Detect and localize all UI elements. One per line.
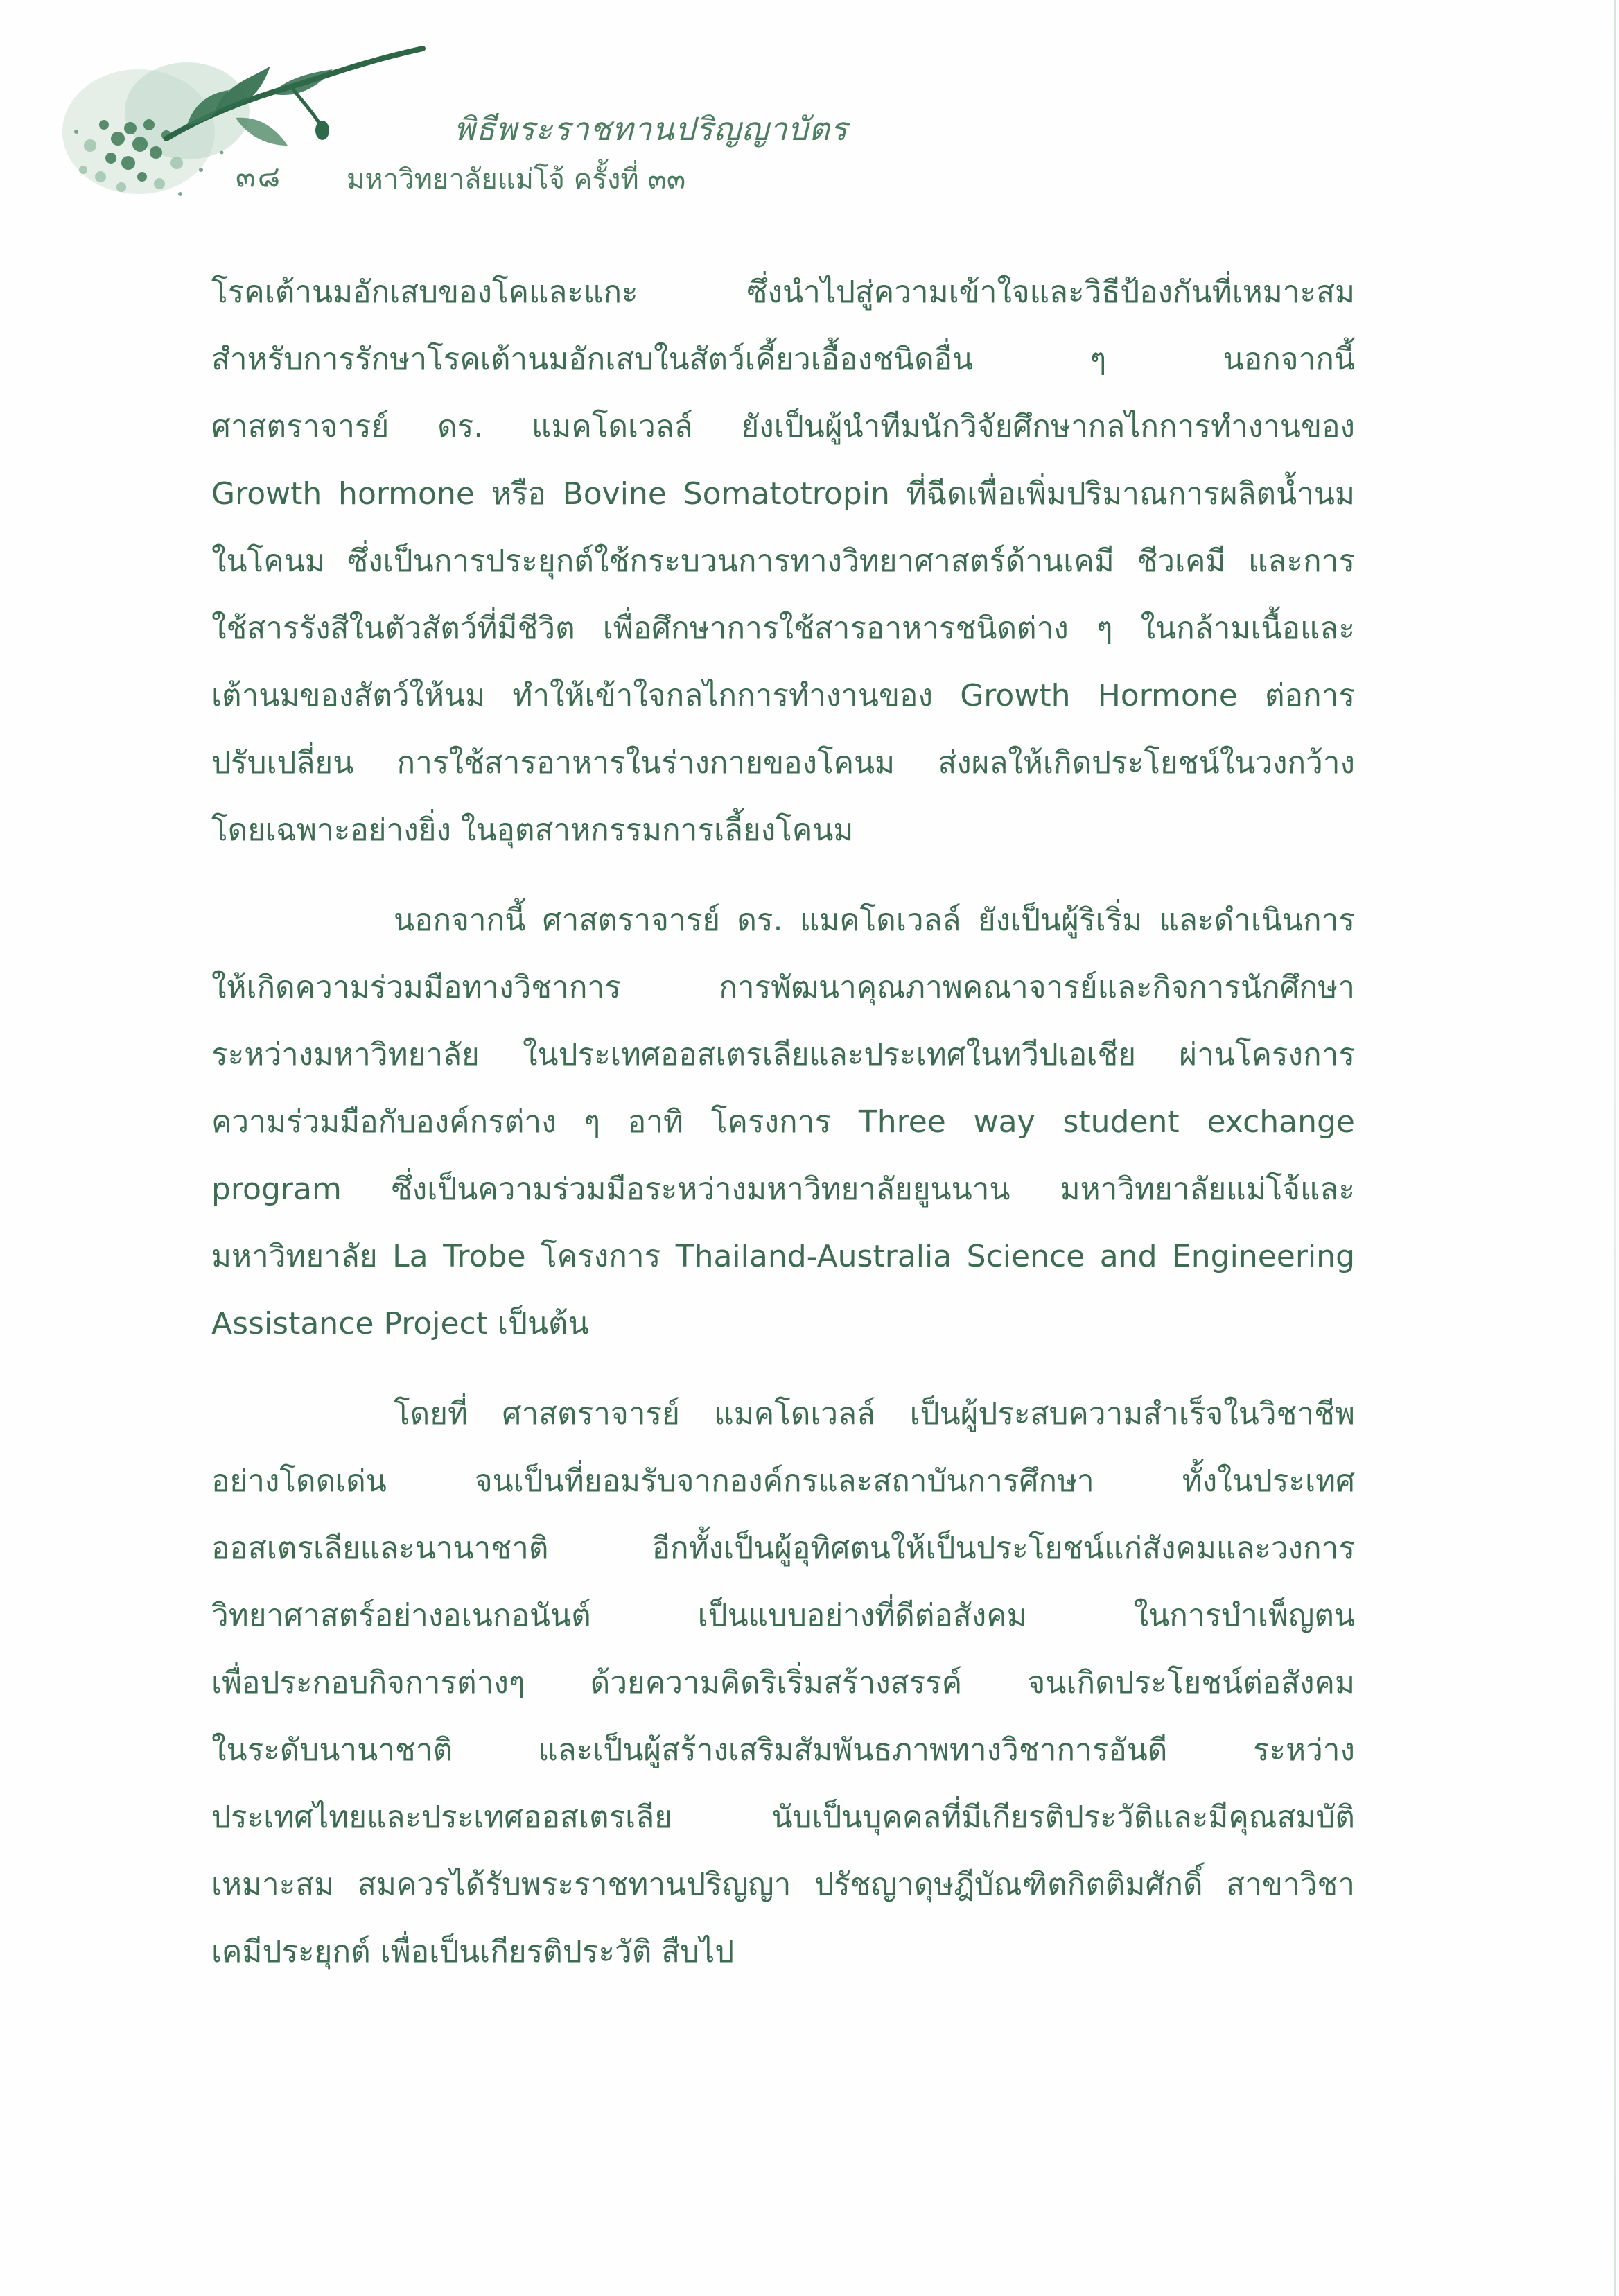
paragraph-line: นอกจากนี้ ศาสตราจารย์ ดร. แมคโดเวลล์ ยังเป็นผู้ริเริ่ม และดำเนินการ: [394, 903, 1355, 938]
paragraph-line: โดยเฉพาะอย่างยิ่ง ในอุตสาหกรรมการเลี้ยงโคนม: [211, 812, 854, 848]
paragraph-line: โดยที่ ศาสตราจารย์ แมคโดเวลล์ เป็นผู้ประสบความสำเร็จในวิชาชีพ: [394, 1396, 1355, 1432]
paragraph-line: ระหว่างมหาวิทยาลัย ในประเทศออสเตรเลียและประเทศในทวีปเอเชีย ผ่านโครงการ: [211, 1037, 1355, 1072]
paragraph-line: เพื่อประกอบกิจการต่างๆ ด้วยความคิดริเริ่มสร้างสรรค์ จนเกิดประโยชน์ต่อสังคม: [211, 1665, 1355, 1701]
header-flower-illustration: [62, 35, 450, 236]
paragraph-line: ปรับเปลี่ยน การใช้สารอาหารในร่างกายของโคนม ส่งผลให้เกิดประโยชน์ในวงกว้าง: [211, 745, 1355, 781]
scan-edge: [1614, 0, 1616, 2296]
paragraph-line: ให้เกิดความร่วมมือทางวิชาการ การพัฒนาคุณภาพคณาจารย์และกิจการนักศึกษา: [211, 970, 1355, 1005]
paragraph-line: ในโคนม ซึ่งเป็นการประยุกต์ใช้กระบวนการทางวิทยาศาสตร์ด้านเคมี ชีวเคมี และการ: [211, 543, 1355, 579]
header-title: พิธีพระราชทานปริญญาบัตร: [454, 110, 848, 148]
paragraph-line: program ซึ่งเป็นความร่วมมือระหว่างมหาวิทยาลัยยูนนาน มหาวิทยาลัยแม่โจ้และ: [211, 1172, 1355, 1207]
paragraph-line: เหมาะสม สมควรได้รับพระราชทานปริญญา ปรัชญาดุษฎีบัณฑิตกิตติมศักดิ์ สาขาวิชา: [211, 1867, 1355, 1902]
paragraph-line: สำหรับการรักษาโรคเต้านมอักเสบในสัตว์เคี้ยวเอื้องชนิดอื่น ๆ นอกจากนี้: [211, 342, 1355, 377]
paragraph-line: เต้านมของสัตว์ให้นม ทำให้เข้าใจกลไกการทำงานของ Growth Hormone ต่อการ: [211, 678, 1355, 713]
paragraph-line: ความร่วมมือกับองค์กรต่าง ๆ อาทิ โครงการ Three way student exchange: [211, 1104, 1355, 1140]
paragraph-line: เคมีประยุกต์ เพื่อเป็นเกียรติประวัติ สืบไป: [211, 1934, 735, 1969]
paragraph-line: วิทยาศาสตร์อย่างอเนกอนันต์ เป็นแบบอย่างที่ดีต่อสังคม ในการบำเพ็ญตน: [211, 1598, 1355, 1633]
paragraph-line: โรคเต้านมอักเสบของโคและแกะ ซึ่งนำไปสู่ความเข้าใจและวิธีป้องกันที่เหมาะสม: [211, 275, 1355, 310]
paragraph-line: ศาสตราจารย์ ดร. แมคโดเวลล์ ยังเป็นผู้นำทีมนักวิจัยศึกษากลไกการทำงานของ: [211, 409, 1355, 444]
paragraph-line: ในระดับนานาชาติ และเป็นผู้สร้างเสริมสัมพันธภาพทางวิชาการอันดี ระหว่าง: [211, 1732, 1355, 1768]
paragraph-line: ใช้สารรังสีในตัวสัตว์ที่มีชีวิต เพื่อศึกษาการใช้สารอาหารชนิดต่าง ๆ ในกล้ามเนื้อและ: [211, 611, 1355, 646]
paragraph-line: มหาวิทยาลัย La Trobe โครงการ Thailand-Australia Science and Engineering: [211, 1239, 1355, 1274]
header-subtitle: มหาวิทยาลัยแม่โจ้ ครั้งที่ ๓๓: [347, 164, 686, 195]
paragraph-line: ประเทศไทยและประเทศออสเตรเลีย นับเป็นบุคคลที่มีเกียรติประวัติและมีคุณสมบัติ: [211, 1800, 1355, 1835]
paragraph-line: Growth hormone หรือ Bovine Somatotropin ที่ฉีดเพื่อเพิ่มปริมาณการผลิตน้ำนม: [211, 476, 1355, 512]
paragraph-line: อย่างโดดเด่น จนเป็นที่ยอมรับจากองค์กรและสถาบันการศึกษา ทั้งในประเทศ: [211, 1463, 1355, 1499]
page-number: ๓๘: [236, 159, 283, 193]
paragraph-line: Assistance Project เป็นต้น: [211, 1306, 589, 1341]
paragraph-line: ออสเตรเลียและนานาชาติ อีกทั้งเป็นผู้อุทิศตนให้เป็นประโยชน์แก่สังคมและวงการ: [211, 1531, 1355, 1566]
